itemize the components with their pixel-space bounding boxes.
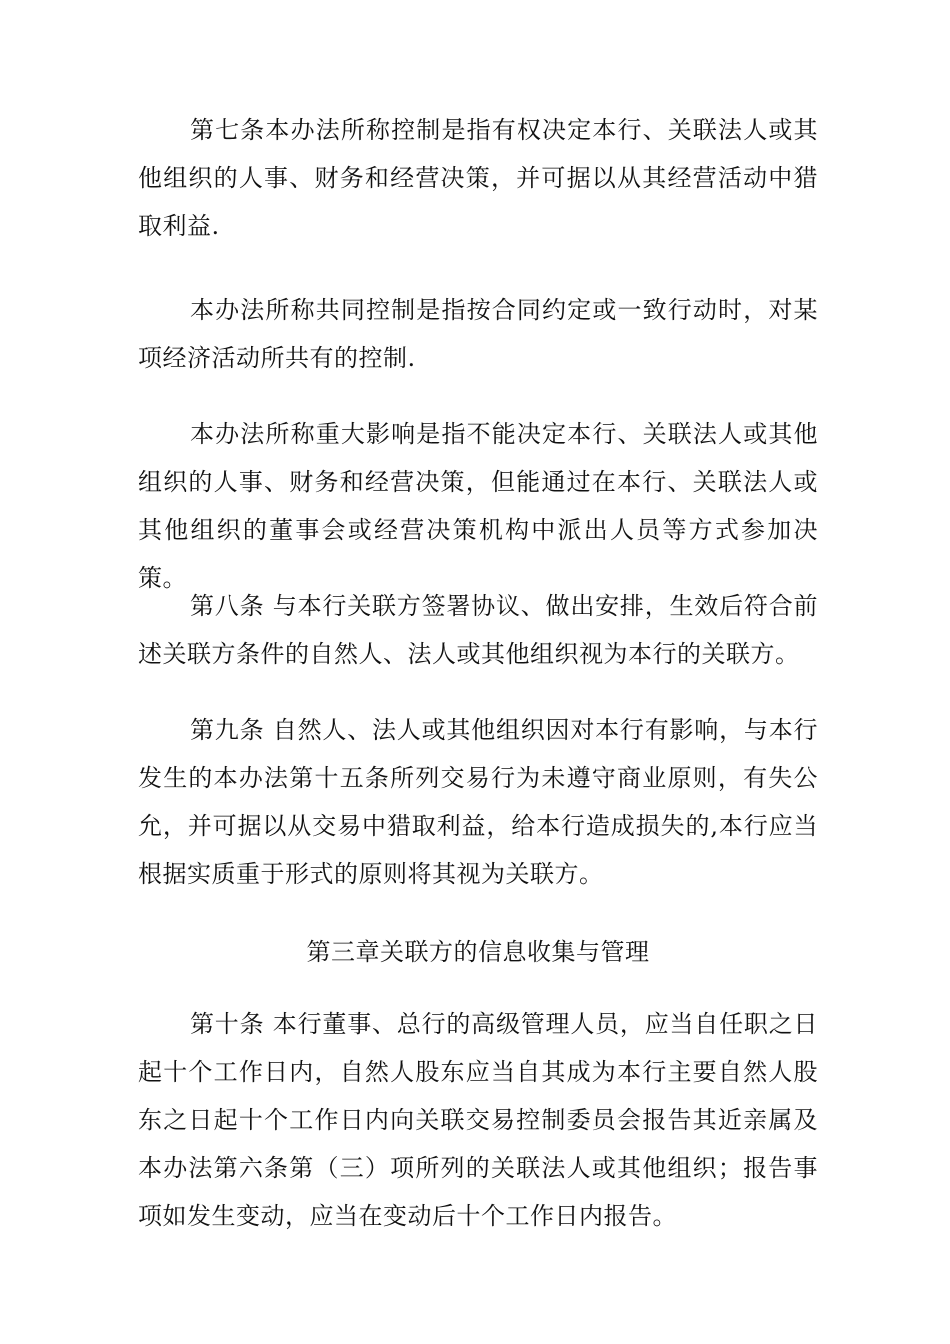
- chapter-heading: 第三章关联方的信息收集与管理: [306, 938, 650, 966]
- paragraph-article-10: 第十条 本行董事、总行的高级管理人员，应当自任职之日起十个工作日内，自然人股东应当自其成为本行主要自然人股东之日起十个工作日内向关联交易控制委员会报告其近亲属及本办法第六条第（三）项所列的关联法人或其他组织；报告事项如发生变动，应当在变动后十个工作日内报告。: [138, 1010, 818, 1230]
- paragraph-article-8: 第八条 与本行关联方签署协议、做出安排，生效后符合前述关联方条件的自然人、法人或其他组织视为本行的关联方。: [138, 592, 818, 668]
- paragraph-article-9: 第九条 自然人、法人或其他组织因对本行有影响，与本行发生的本办法第十五条所列交易行为未遵守商业原则，有失公允，并可据以从交易中猎取利益，给本行造成损失的,本行应当根据实质重于形式的原则将其视为关联方。: [138, 716, 818, 888]
- paragraph-joint-control: 本办法所称共同控制是指按合同约定或一致行动时，对某项经济活动所共有的控制.: [138, 296, 818, 372]
- paragraph-significant-influence: 本办法所称重大影响是指不能决定本行、关联法人或其他组织的人事、财务和经营决策，但能通过在本行、关联法人或其他组织的董事会或经营决策机构中派出人员等方式参加决策。: [138, 420, 818, 592]
- paragraph-article-7: 第七条本办法所称控制是指有权决定本行、关联法人或其他组织的人事、财务和经营决策，并可据以从其经营活动中猎取利益.: [138, 116, 818, 240]
